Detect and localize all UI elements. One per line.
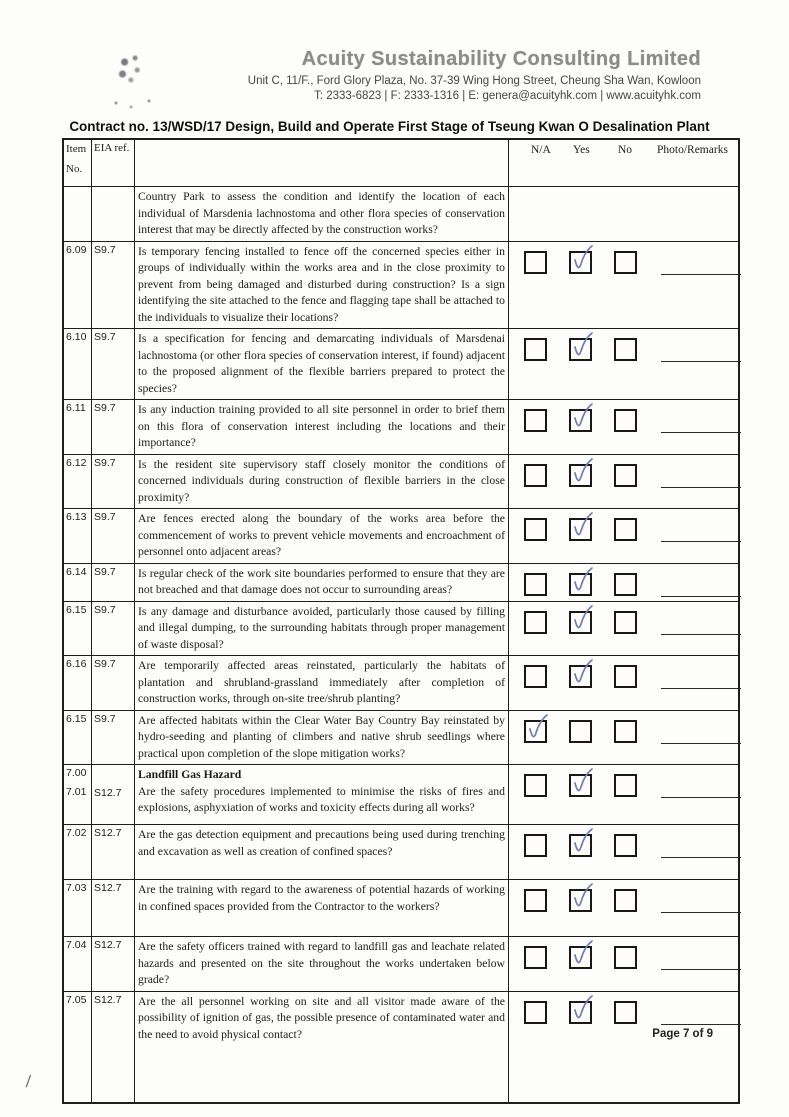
answers-cell (509, 825, 738, 879)
item-no-cell (64, 242, 92, 329)
question-text: Are the all personnel working on site and all visitor made aware of the possibility of ignition of gas, the possible presence of contaminated water and the need to avoid physical contact? (138, 994, 505, 1041)
yes-checkbox[interactable] (569, 774, 592, 797)
remarks-column-header: Photo/Remarks (657, 144, 728, 156)
question-cell (135, 564, 509, 601)
check-mark-icon (570, 333, 594, 363)
question-cell (135, 242, 509, 329)
item-no-cell (64, 656, 92, 710)
na-checkbox[interactable] (524, 774, 547, 797)
no-checkbox[interactable] (614, 834, 637, 857)
item-number: 7.05 (66, 993, 87, 1006)
table-row (64, 825, 738, 880)
item-header-line1: Item (66, 143, 87, 155)
table-row (64, 455, 738, 510)
question-cell (135, 509, 509, 563)
remarks-line[interactable] (661, 487, 741, 488)
item-header-line2: No. (66, 163, 83, 175)
question-text: Country Park to assess the condition and identify the location of each individual of Marsdenia lachnostoma and other flora species of conservation interest that may be directly affected by the construction works? (138, 190, 505, 236)
item-no-cell (64, 564, 92, 601)
no-checkbox[interactable] (614, 518, 637, 541)
item-no-cell (64, 329, 92, 399)
yes-checkbox[interactable] (569, 573, 592, 596)
question-text: Is any induction training provided to all site personnel in order to brief them on this flora of conservation interest including the locations and their importance? (138, 403, 505, 449)
check-mark-icon (570, 246, 594, 276)
item-number: 6.14 (66, 565, 87, 578)
table-header-row (64, 140, 738, 187)
yes-checkbox[interactable] (569, 409, 592, 432)
item-no-cell (64, 187, 92, 241)
na-checkbox[interactable] (524, 409, 547, 432)
remarks-line[interactable] (661, 361, 741, 362)
eia-ref: S9.7 (94, 712, 116, 725)
question-text: Are affected habitats within the Clear Water Bay Country Bay reinstated by hydro-seeding and planting of climbers and native shrub seedlings where practical upon completion of the slope mitigation works? (138, 713, 505, 760)
yes-column-header: Yes (573, 144, 590, 156)
no-checkbox[interactable] (614, 665, 637, 688)
company-contacts: T: 2333-6823 | F: 2333-1316 | E: genera@acuityhk.com | www.acuityhk.com (314, 90, 701, 102)
answers-cell (509, 765, 738, 824)
answers-cell (509, 880, 738, 936)
answers-header (509, 140, 738, 186)
contract-title: Contract no. 13/WSD/17 Design, Build and Operate First Stage of Tseung Kwan O Desalination Plant (69, 119, 710, 134)
question-text: Is the resident site supervisory staff closely monitor the conditions of concerned individuals during construction of flexible barriers in the close proximity? (138, 457, 505, 504)
eia-ref-cell (92, 187, 135, 241)
no-checkbox[interactable] (614, 409, 637, 432)
eia-ref: S12.7 (94, 827, 122, 839)
no-checkbox[interactable] (614, 464, 637, 487)
item-no-cell (64, 937, 92, 991)
na-checkbox[interactable] (524, 518, 547, 541)
eia-ref-cell (92, 937, 135, 991)
eia-ref-cell (92, 656, 135, 710)
item-number: 6.12 (66, 456, 87, 469)
eia-ref-cell (92, 329, 135, 399)
yes-checkbox[interactable] (569, 338, 592, 361)
item-no-cell (64, 711, 92, 765)
na-checkbox[interactable] (524, 665, 547, 688)
section-title: Landfill Gas Hazard (138, 768, 242, 781)
remarks-line[interactable] (661, 912, 741, 913)
item-number: 6.09 (66, 243, 87, 256)
yes-checkbox[interactable] (569, 1001, 592, 1024)
table-row (64, 880, 738, 937)
table-row (64, 711, 738, 766)
eia-ref-cell (92, 602, 135, 656)
check-mark-icon (570, 660, 594, 690)
company-name: Acuity Sustainability Consulting Limited (301, 48, 701, 70)
question-text: Is a specification for fencing and demarcating individuals of Marsdenai lachnostoma (or other flora species of conservation interest, if found) adjacent to the proposed alignment of the flexible barriers prepared to protect the species? (138, 332, 505, 395)
remarks-line[interactable] (661, 596, 741, 597)
yes-checkbox[interactable] (569, 889, 592, 912)
remarks-line[interactable] (661, 857, 741, 858)
checklist-table (62, 138, 740, 1104)
eia-ref: S9.7 (94, 658, 116, 670)
item-number: 6.15 (66, 603, 87, 616)
question-cell (135, 602, 509, 656)
yes-checkbox[interactable] (569, 665, 592, 688)
question-cell (135, 825, 509, 879)
yes-checkbox[interactable] (569, 946, 592, 969)
yes-checkbox[interactable] (569, 834, 592, 857)
question-text: Are fences erected along the boundary of the works area before the commencement of works to prevent vehicle movements and encroachment of personnel onto adjacent areas? (138, 512, 505, 558)
eia-ref-cell (92, 509, 135, 563)
eia-ref-cell (92, 564, 135, 601)
question-text: Is any damage and disturbance avoided, particularly those caused by filling and illegal dumping, to the surrounding habitats through proper management of waste disposal? (138, 604, 505, 651)
question-cell (135, 329, 509, 399)
na-checkbox[interactable] (524, 464, 547, 487)
check-mark-icon (570, 829, 594, 859)
na-checkbox[interactable] (524, 720, 547, 743)
eia-ref-header: EIA ref. (92, 140, 135, 186)
answers-cell (509, 937, 738, 991)
na-checkbox[interactable] (524, 611, 547, 634)
na-checkbox[interactable] (524, 573, 547, 596)
item-no-header (64, 140, 92, 186)
item-no-cell (64, 400, 92, 454)
no-checkbox[interactable] (614, 946, 637, 969)
no-checkbox[interactable] (614, 338, 637, 361)
table-row (64, 242, 738, 330)
item-number: 6.11 (66, 402, 86, 414)
item-no-cell (64, 825, 92, 879)
answers-cell (509, 242, 738, 329)
question-cell (135, 880, 509, 936)
answers-cell (509, 602, 738, 656)
question-cell (135, 455, 509, 509)
table-row (64, 509, 738, 564)
page-number: Page 7 of 9 (652, 1028, 713, 1040)
table-row (64, 937, 738, 992)
eia-ref: S9.7 (94, 331, 116, 343)
item-number-2: 7.01 (66, 786, 87, 798)
remarks-line[interactable] (661, 274, 741, 275)
eia-ref-cell (92, 825, 135, 879)
question-text: Are the training with regard to the awareness of potential hazards of working in confined spaces provided from the Contractor to the workers? (138, 883, 505, 913)
item-no-cell (64, 765, 92, 824)
eia-ref: S9.7 (94, 243, 116, 256)
question-header (135, 140, 509, 186)
pen-mark: / (25, 1071, 32, 1092)
eia-ref: S9.7 (94, 565, 116, 578)
na-checkbox[interactable] (524, 251, 547, 274)
check-mark-icon (570, 459, 594, 489)
question-text: Is temporary fencing installed to fence off the concerned species either in groups of individually within the works area and in the close proximity to prevent from being damaged and disturbed during construction? Is a sign identifying the site attached to the fence and flagging tape shall be attached to the individuals to visualize their locations? (138, 244, 505, 324)
answers-cell (509, 329, 738, 399)
eia-ref: S12.7 (94, 939, 122, 951)
na-checkbox[interactable] (524, 946, 547, 969)
no-checkbox[interactable] (614, 720, 637, 743)
eia-ref: S12.7 (94, 993, 122, 1006)
item-no-cell (64, 509, 92, 563)
eia-ref-cell (92, 242, 135, 329)
eia-ref-cell (92, 711, 135, 765)
eia-ref: S9.7 (94, 456, 116, 469)
question-text: Are temporarily affected areas reinstated, particularly the habitats of plantation and shrubland-grassland immediately after completion of construction works, through on-site tree/shrub planting? (138, 659, 505, 705)
eia-ref: S9.7 (94, 511, 116, 523)
table-row (64, 564, 738, 602)
item-no-cell (64, 992, 92, 1102)
eia-ref-cell (92, 455, 135, 509)
na-checkbox[interactable] (524, 889, 547, 912)
item-number: 6.13 (66, 511, 87, 523)
no-column-header: No (618, 144, 633, 156)
eia-ref: S9.7 (94, 402, 116, 414)
question-text: Are the gas detection equipment and precautions being used during trenching and excavation as well as creation of confined spaces? (138, 828, 505, 858)
na-checkbox[interactable] (524, 338, 547, 361)
answers-cell (509, 564, 738, 601)
yes-checkbox[interactable] (569, 720, 592, 743)
answers-cell (509, 400, 738, 454)
table-body (64, 187, 738, 1102)
check-mark-icon (570, 513, 594, 543)
check-mark-icon (570, 606, 594, 636)
eia-ref-cell (92, 400, 135, 454)
question-cell (135, 992, 509, 1102)
no-checkbox[interactable] (614, 774, 637, 797)
item-number: 7.00 (66, 767, 87, 779)
item-number: 7.03 (66, 882, 87, 894)
answers-cell (509, 992, 738, 1102)
question-cell (135, 187, 509, 241)
remarks-line[interactable] (661, 743, 741, 744)
eia-ref-cell (92, 880, 135, 936)
check-mark-icon (570, 884, 594, 914)
table-row (64, 765, 738, 825)
remarks-line[interactable] (661, 432, 741, 433)
remarks-line[interactable] (661, 541, 741, 542)
table-row (64, 602, 738, 657)
question-cell (135, 656, 509, 710)
answers-cell (509, 711, 738, 765)
eia-ref: S12.7 (94, 787, 122, 799)
yes-checkbox[interactable] (569, 464, 592, 487)
item-number: 6.10 (66, 331, 87, 343)
remarks-line[interactable] (661, 969, 741, 970)
table-row (64, 329, 738, 400)
question-cell (135, 711, 509, 765)
answers-cell (509, 455, 738, 509)
question-cell (135, 937, 509, 991)
na-column-header: N/A (531, 144, 551, 156)
eia-ref-cell (92, 765, 135, 824)
question-cell (135, 400, 509, 454)
answers-cell (509, 509, 738, 563)
answers-cell (509, 187, 738, 241)
check-mark-icon (570, 941, 594, 971)
item-number: 6.15 (66, 712, 87, 725)
item-number: 6.16 (66, 658, 87, 670)
question-text: Are the safety procedures implemented to minimise the risks of fires and explosions, asphyxiation of works and toxicity effects during all works? (138, 784, 505, 814)
item-number: 7.02 (66, 827, 87, 839)
remarks-line[interactable] (661, 634, 741, 635)
table-row (64, 400, 738, 455)
table-row (64, 656, 738, 711)
yes-checkbox[interactable] (569, 518, 592, 541)
check-mark-icon (570, 568, 594, 598)
answers-cell (509, 656, 738, 710)
no-checkbox[interactable] (614, 889, 637, 912)
eia-ref: S9.7 (94, 603, 116, 616)
remarks-line[interactable] (661, 688, 741, 689)
item-no-cell (64, 602, 92, 656)
item-no-cell (64, 455, 92, 509)
question-text: Is regular check of the work site boundaries performed to ensure that they are not breached and that damage does not occur to surrounding areas? (138, 566, 505, 596)
check-mark-icon (525, 715, 549, 745)
item-no-cell (64, 880, 92, 936)
no-checkbox[interactable] (614, 573, 637, 596)
na-checkbox[interactable] (524, 1001, 547, 1024)
yes-checkbox[interactable] (569, 611, 592, 634)
no-checkbox[interactable] (614, 251, 637, 274)
check-mark-icon (570, 996, 594, 1026)
company-address: Unit C, 11/F., Ford Glory Plaza, No. 37-39 Wing Hong Street, Cheung Sha Wan, Kowloon (247, 75, 701, 87)
item-number: 7.04 (66, 939, 87, 951)
letterhead (0, 48, 701, 102)
check-mark-icon (570, 404, 594, 434)
remarks-line[interactable] (661, 1024, 741, 1025)
table-row (64, 992, 738, 1102)
question-text: Are the safety officers trained with regard to landfill gas and leachate related hazards and presented on the site throughout the works undertaken below grade? (138, 940, 505, 986)
yes-checkbox[interactable] (569, 251, 592, 274)
na-checkbox[interactable] (524, 834, 547, 857)
table-row (64, 187, 738, 242)
remarks-line[interactable] (661, 797, 741, 798)
no-checkbox[interactable] (614, 1001, 637, 1024)
no-checkbox[interactable] (614, 611, 637, 634)
check-mark-icon (570, 769, 594, 799)
question-cell (135, 765, 509, 824)
eia-ref: S12.7 (94, 882, 122, 894)
eia-ref-cell (92, 992, 135, 1102)
